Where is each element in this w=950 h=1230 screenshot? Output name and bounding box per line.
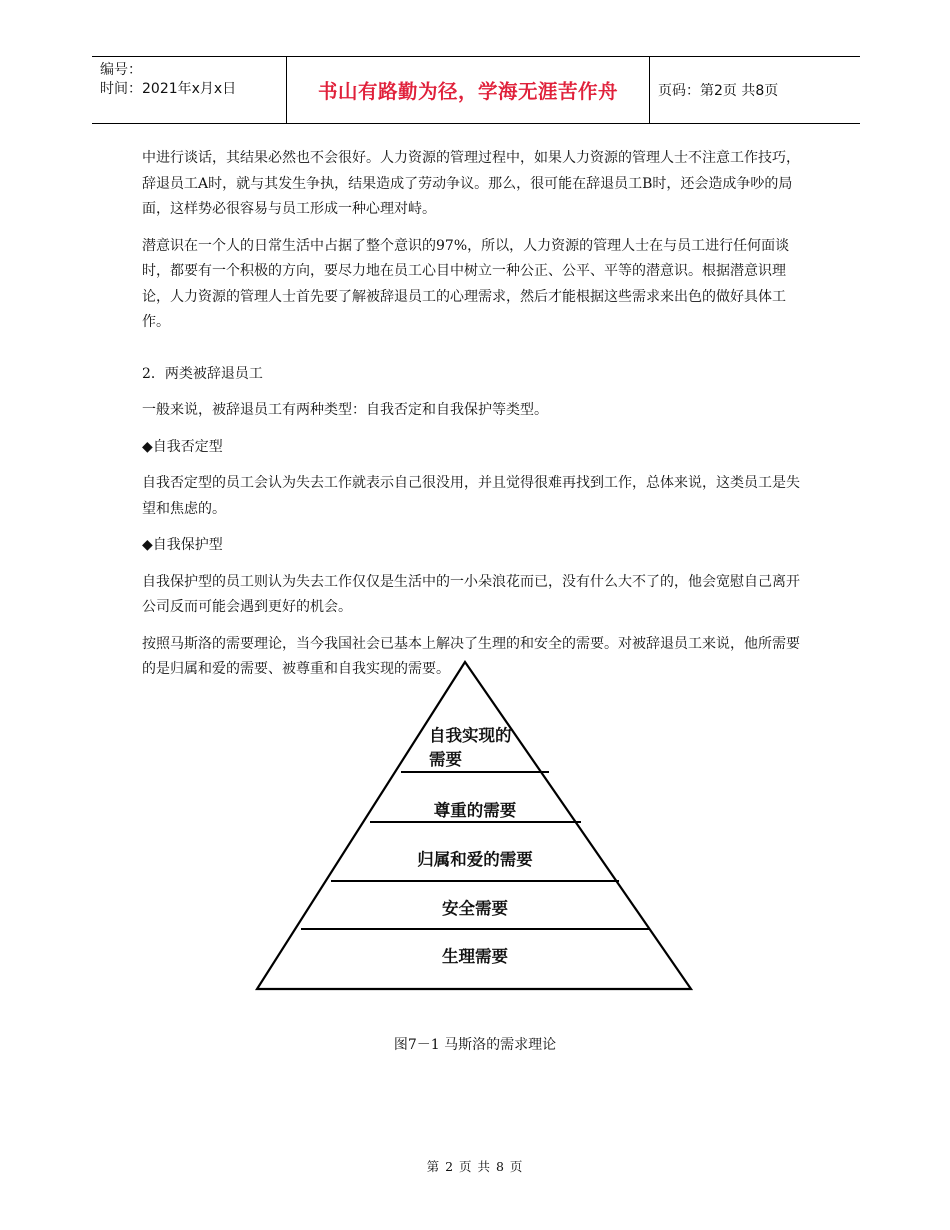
pyramid-outline (257, 662, 691, 989)
document-number-label: 编号： (100, 62, 142, 78)
level-label: 需要 (429, 750, 462, 769)
figure-caption: 图7－1 马斯洛的需求理论 (393, 1037, 557, 1053)
subheading-self-negation: ◆自我否定型 (142, 438, 223, 455)
header-page-info: 页码：第2页 共8页 (658, 83, 779, 99)
paragraph: 自我否定型的员工会认为失去工作就表示自己很没用，并且觉得很难再找到工作，总体来说，这类员工是失望和焦虑的。 (142, 475, 800, 517)
level-label: 自我实现的 (429, 726, 512, 745)
paragraph: 一般来说，被辞退员工有两种类型：自我否定和自我保护等类型。 (142, 402, 548, 418)
level-physiological: 生理需要 (442, 947, 508, 966)
page-footer: 第 2 页 共 8 页 (426, 1159, 524, 1174)
header-meta (100, 61, 236, 99)
section-heading: 2．两类被辞退员工 (142, 365, 263, 382)
paragraph: 按照马斯洛的需要理论，当今我国社会已基本上解决了生理的和安全的需要。对被辞退员工来说，他所需要的是归属和爱的需要、被尊重和自我实现的需要。 (142, 635, 800, 677)
paragraph: 中进行谈话，其结果必然也不会很好。人力资源的管理过程中，如果人力资源的管理人士不注意工作技巧，辞退员工A时，就与其发生争执，结果造成了劳动争议。那么，很可能在辞退员工B时，还会造成争吵的局面，这样势必很容易与员工形成一种心理对峙。 (142, 150, 800, 217)
paragraph: 自我保护型的员工则认为失去工作仅仅是生活中的一小朵浪花而已，没有什么大不了的，他会宽慰自己离开公司反而可能会遇到更好的机会。 (142, 573, 800, 615)
maslow-pyramid-figure (255, 660, 695, 995)
paragraph: 潜意识在一个人的日常生活中占据了整个意识的97%，所以，人力资源的管理人士在与员工进行任何面谈时，都要有一个积极的方向，要尽力地在员工心目中树立一种公正、公平、平等的潜意识。根据潜意识理论，人力资源的管理人士首先要了解被辞退员工的心理需求，然后才能根据这些需求来出色的做好具体工作。 (142, 237, 790, 330)
level-safety: 安全需要 (442, 899, 508, 918)
level-belonging: 归属和爱的需要 (417, 850, 533, 869)
subheading-self-protection: ◆自我保护型 (142, 537, 223, 553)
header-motto: 书山有路勤为径，学海无涯苦作舟 (286, 57, 650, 123)
level-esteem: 尊重的需要 (433, 801, 517, 820)
page-header (92, 56, 860, 124)
level-self-actualization (415, 724, 549, 772)
document-date: 时间：2021年x月x日 (100, 81, 237, 97)
document-body (142, 146, 810, 694)
